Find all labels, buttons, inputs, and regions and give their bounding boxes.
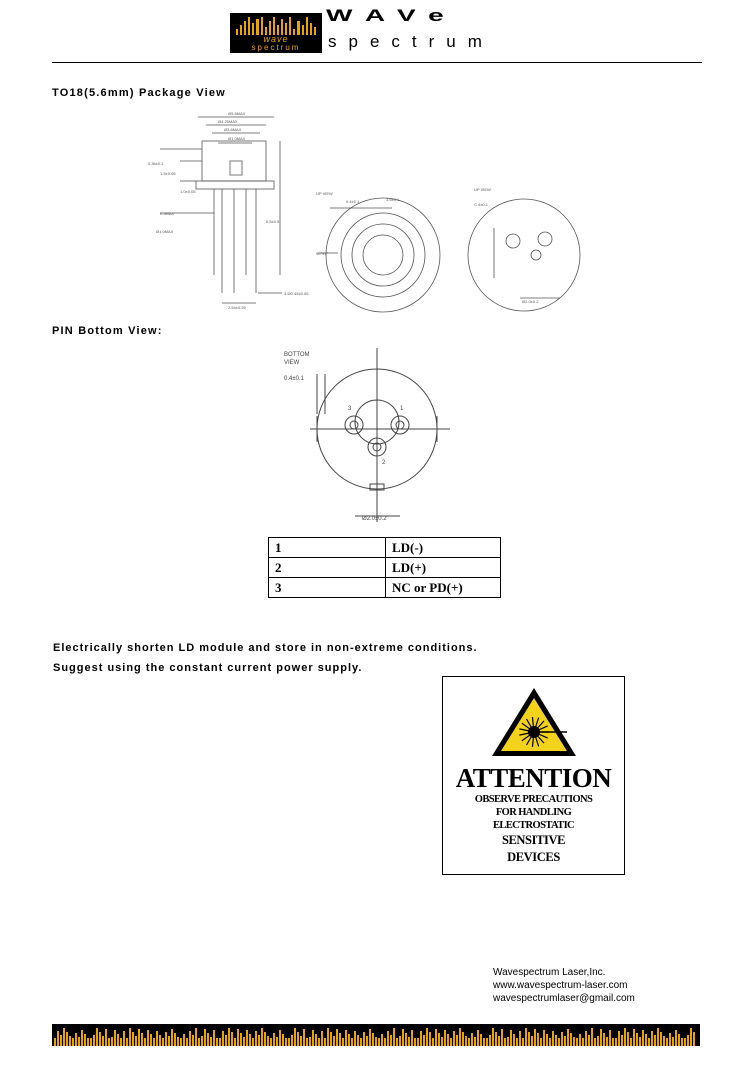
- logo-word: WAVe: [326, 6, 458, 25]
- svg-text:Ø2.0±0.2: Ø2.0±0.2: [362, 516, 387, 522]
- svg-text:UP VIEW: UP VIEW: [474, 187, 491, 192]
- svg-text:1.5±0.05: 1.5±0.05: [160, 171, 176, 176]
- svg-text:Ø2.0±0.2: Ø2.0±0.2: [522, 299, 539, 304]
- attention-line-1: OBSERVE PRECAUTIONS: [474, 794, 593, 805]
- svg-text:2: 2: [382, 460, 386, 466]
- svg-text:3: 3: [348, 406, 352, 412]
- footer-company: Wavespectrum Laser,Inc.: [493, 967, 606, 978]
- pin-table: [268, 537, 501, 598]
- table-row: [269, 538, 501, 558]
- attention-line-4: SENSITIVE: [501, 833, 566, 847]
- pin-3-outline: [345, 416, 363, 434]
- footer-decorative-strip: [52, 1024, 700, 1046]
- pin-bottom-drawing: [280, 344, 470, 524]
- attention-line-5: DEVICES: [507, 850, 560, 864]
- logo-small-sub: spectrum: [251, 43, 301, 52]
- svg-text:0.36±0.1: 0.36±0.1: [148, 161, 164, 166]
- svg-text:0.4±0.1: 0.4±0.1: [346, 199, 360, 204]
- svg-text:BOTTOM: BOTTOM: [284, 352, 310, 358]
- svg-text:C.4±0.1: C.4±0.1: [474, 202, 488, 207]
- pin-number: 1: [269, 538, 386, 558]
- pin-function: LD(-): [386, 538, 501, 558]
- logo-small-word: wave: [263, 34, 289, 44]
- pin-number: 2: [269, 558, 386, 578]
- pin-title: PIN Bottom View:: [52, 325, 163, 337]
- svg-text:2.54±0.25: 2.54±0.25: [228, 305, 246, 310]
- pin-function: LD(+): [386, 558, 501, 578]
- package-drawing: [140, 103, 600, 313]
- svg-text:Ø1.0MAX: Ø1.0MAX: [156, 229, 174, 234]
- svg-text:UP VIEW: UP VIEW: [316, 191, 333, 196]
- equalizer-bars-icon: [54, 1026, 695, 1046]
- header-divider: [52, 62, 702, 63]
- footer-website[interactable]: www.wavespectrum-laser.com: [493, 980, 628, 991]
- svg-text:6.5±0.5: 6.5±0.5: [266, 219, 280, 224]
- svg-text:3-Ø0.45±0.05: 3-Ø0.45±0.05: [284, 291, 309, 296]
- svg-text:1: 1: [400, 406, 404, 412]
- esd-warning-box: [442, 676, 625, 875]
- pin-number: 3: [269, 578, 386, 598]
- attention-line-2: FOR HANDLING: [495, 807, 572, 818]
- note-power-supply: Suggest using the constant current power supply.: [53, 662, 363, 674]
- package-window: [230, 161, 242, 175]
- pin-1-outline: [391, 416, 409, 434]
- svg-text:90°±1°: 90°±1°: [316, 251, 329, 256]
- svg-text:1.0±0.05: 1.0±0.05: [180, 189, 196, 194]
- svg-text:Ø3.6MAX: Ø3.6MAX: [224, 127, 242, 132]
- table-row: [269, 558, 501, 578]
- laser-warning-icon: [489, 685, 579, 759]
- svg-text:Ø1.0MAX: Ø1.0MAX: [228, 136, 246, 141]
- svg-text:1.5±0.1: 1.5±0.1: [386, 197, 400, 202]
- table-row: [269, 578, 501, 598]
- attention-title: ATTENTION: [455, 763, 612, 793]
- note-storage: Electrically shorten LD module and store in non-extreme conditions.: [53, 642, 478, 654]
- package-flange-outline: [196, 181, 274, 189]
- attention-line-3: ELECTROSTATIC: [492, 820, 575, 831]
- logo-mark: [230, 13, 322, 53]
- package-title: TO18(5.6mm) Package View: [52, 87, 226, 99]
- svg-text:VIEW: VIEW: [284, 360, 300, 366]
- svg-text:0.4±0.1: 0.4±0.1: [284, 376, 304, 382]
- svg-text:Ø4.25MAX: Ø4.25MAX: [218, 119, 238, 124]
- footer-email[interactable]: wavespectrumlaser@gmail.com: [493, 993, 635, 1004]
- logo-bars-icon: [236, 17, 316, 35]
- logo-sub: spectrum: [328, 32, 494, 51]
- svg-text:Ø5.6MAX: Ø5.6MAX: [228, 111, 246, 116]
- svg-text:0.5MAX: 0.5MAX: [160, 211, 175, 216]
- pin-function: NC or PD(+): [386, 578, 501, 598]
